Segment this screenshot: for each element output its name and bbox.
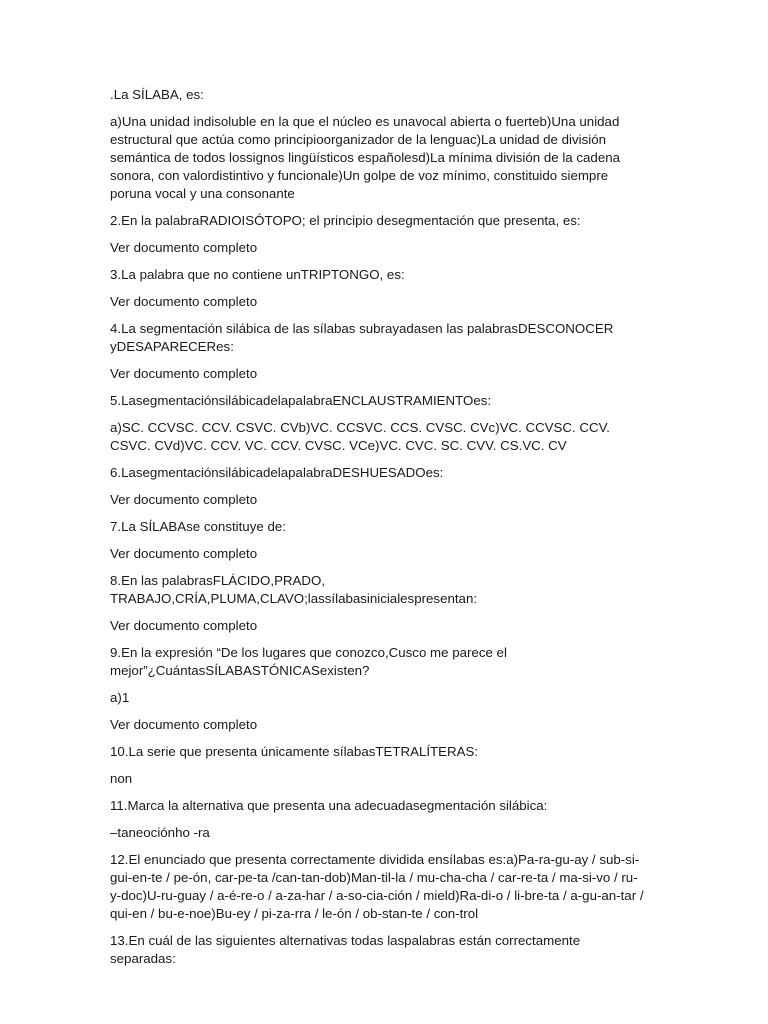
- question-7-heading: 7.La SÍLABAse constituye de:: [110, 519, 286, 534]
- view-full-document-link[interactable]: Ver documento completo: [110, 546, 258, 561]
- question-11-answer: –taneociónho -ra: [110, 825, 210, 840]
- view-full-document-link[interactable]: Ver documento completo: [110, 717, 258, 732]
- question-4-heading: 4.La segmentación silábica de las sílabas subrayadasen las palabrasDESCONOCER yDESAPARECERes:: [110, 321, 614, 354]
- view-full-document-link[interactable]: Ver documento completo: [110, 366, 258, 381]
- question-11-heading: 11.Marca la alternativa que presenta una adecuadasegmentación silábica:: [110, 798, 548, 813]
- question-10-heading: 10.La serie que presenta únicamente sílabasTETRALÍTERAS:: [110, 744, 479, 759]
- question-6-heading: 6.LasegmentaciónsilábicadelapalabraDESHUESADOes:: [110, 465, 444, 480]
- question-1-options: a)Una unidad indisoluble en la que el núcleo es unavocal abierta o fuerteb)Una unidad estructural que actúa como principioorganizador de la lenguac)La unidad de división semántica de todos lossignos lingüísticos españolesd)La mínima división de la cadena sonora, con valordistintivo y funcionale)Un golpe de voz mínimo, constituido siempre poruna vocal y una consonante: [110, 114, 621, 201]
- question-13-heading: 13.En cuál de las siguientes alternativas todas laspalabras están correctamente separadas:: [110, 933, 581, 966]
- question-8-heading: 8.En las palabrasFLÁCIDO,PRADO, TRABAJO,CRÍA,PLUMA,CLAVO;lassílabasinicialespresentan:: [110, 573, 478, 606]
- question-9-option: a)1: [110, 690, 130, 705]
- question-2-heading: 2.En la palabraRADIOISÓTOPO; el principio desegmentación que presenta, es:: [110, 213, 581, 228]
- question-1-heading: .La SÍLABA, es:: [110, 87, 204, 102]
- question-5-heading: 5.LasegmentaciónsilábicadelapalabraENCLAUSTRAMIENTOes:: [110, 393, 492, 408]
- view-full-document-link[interactable]: Ver documento completo: [110, 492, 258, 507]
- question-12-text: 12.El enunciado que presenta correctamente dividida ensílabas es:a)Pa-ra-gu-ay / sub-si-gui-en-te / pe-ón, car-pe-ta /can-tan-dob)Man-til-la / mu-cha-cha / car-re-ta / ma-si-vo / ru-y-doc)U-ru-guay / a-é-re-o / a-za-har / a-so-cia-ción / mield)Ra-di-o / li-bre-ta / a-gu-an-tar / qui-en / bu-e-noe)Bu-ey / pi-za-rra / le-ón / ob-stan-te / con-trol: [110, 852, 644, 921]
- question-3-heading: 3.La palabra que no contiene unTRIPTONGO, es:: [110, 267, 405, 282]
- document-body: [110, 86, 645, 977]
- view-full-document-link[interactable]: Ver documento completo: [110, 240, 258, 255]
- question-5-options: a)SC. CCVSC. CCV. CSVC. CVb)VC. CCSVC. CCS. CVSC. CVc)VC. CCVSC. CCV. CSVC. CVd)VC. CCV. VC. CCV. CVSC. VCe)VC. CVC. SC. CVV. CS.VC. CV: [110, 420, 610, 453]
- question-9-heading: 9.En la expresión “De los lugares que conozco,Cusco me parece el mejor”¿CuántasSÍLABASTÓNICASexisten?: [110, 645, 507, 678]
- question-10-answer: non: [110, 771, 133, 786]
- view-full-document-link[interactable]: Ver documento completo: [110, 618, 258, 633]
- view-full-document-link[interactable]: Ver documento completo: [110, 294, 258, 309]
